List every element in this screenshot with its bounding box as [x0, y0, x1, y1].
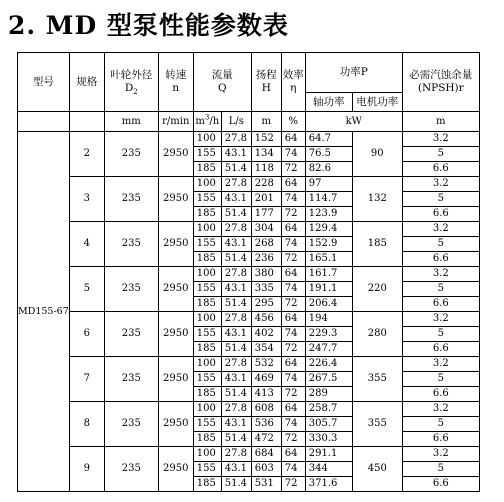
efficiency-cell: 74 — [281, 417, 305, 432]
efficiency-cell: 72 — [281, 477, 305, 492]
table-row — [18, 357, 480, 372]
speed-cell: 2950 — [158, 177, 193, 222]
npsh-cell: 6.6 — [402, 162, 479, 177]
impeller-cell: 235 — [104, 402, 158, 447]
header-npsh-symbol: (NPSH)r — [417, 82, 464, 94]
speed-cell: 2950 — [158, 447, 193, 492]
unit-head: m — [251, 112, 281, 132]
head-cell: 380 — [251, 267, 281, 282]
flow-ls-cell: 51.4 — [221, 387, 251, 402]
head-cell: 532 — [251, 357, 281, 372]
flow-m3h-cell: 100 — [193, 222, 221, 237]
head-cell: 608 — [251, 402, 281, 417]
spec-cell: 2 — [69, 132, 104, 177]
header-row — [18, 53, 480, 93]
efficiency-cell: 64 — [281, 177, 305, 192]
flow-ls-cell: 27.8 — [221, 177, 251, 192]
motor-power-cell: 132 — [352, 177, 402, 222]
flow-ls-cell: 51.4 — [221, 432, 251, 447]
npsh-cell: 6.6 — [402, 432, 479, 447]
flow-m3h-cell: 185 — [193, 387, 221, 402]
flow-m3h-cell: 155 — [193, 327, 221, 342]
flow-ls-cell: 51.4 — [221, 342, 251, 357]
spec-cell: 9 — [69, 447, 104, 492]
head-cell: 531 — [251, 477, 281, 492]
unit-efficiency: % — [281, 112, 305, 132]
npsh-cell: 3.2 — [402, 447, 479, 462]
impeller-cell: 235 — [104, 177, 158, 222]
motor-power-cell: 280 — [352, 312, 402, 357]
efficiency-cell: 72 — [281, 342, 305, 357]
npsh-cell: 3.2 — [402, 357, 479, 372]
shaft-power-cell: 344 — [305, 462, 352, 477]
head-cell: 536 — [251, 417, 281, 432]
head-cell: 268 — [251, 237, 281, 252]
efficiency-cell: 64 — [281, 357, 305, 372]
npsh-cell: 5 — [402, 462, 479, 477]
shaft-power-cell: 194 — [305, 312, 352, 327]
flow-m3h-cell: 185 — [193, 252, 221, 267]
spec-cell: 4 — [69, 222, 104, 267]
shaft-power-cell: 165.1 — [305, 252, 352, 267]
flow-ls-cell: 51.4 — [221, 477, 251, 492]
unit-flow-exponent: 3 — [204, 113, 210, 122]
efficiency-cell: 72 — [281, 252, 305, 267]
efficiency-cell: 72 — [281, 432, 305, 447]
speed-cell: 2950 — [158, 132, 193, 177]
header-head-label: 扬程 — [255, 69, 277, 81]
shaft-power-cell: 161.7 — [305, 267, 352, 282]
npsh-cell: 3.2 — [402, 222, 479, 237]
header-power: 功率P — [305, 53, 402, 93]
head-cell: 469 — [251, 372, 281, 387]
npsh-cell: 6.6 — [402, 342, 479, 357]
head-cell: 472 — [251, 432, 281, 447]
efficiency-cell: 74 — [281, 192, 305, 207]
flow-m3h-cell: 185 — [193, 162, 221, 177]
efficiency-cell: 64 — [281, 447, 305, 462]
flow-m3h-cell: 155 — [193, 192, 221, 207]
npsh-cell: 6.6 — [402, 207, 479, 222]
shaft-power-cell: 305.7 — [305, 417, 352, 432]
efficiency-cell: 74 — [281, 372, 305, 387]
motor-power-cell: 450 — [352, 447, 402, 492]
speed-cell: 2950 — [158, 267, 193, 312]
shaft-power-cell: 76.5 — [305, 147, 352, 162]
header-model: 型号 — [18, 53, 70, 112]
shaft-power-cell: 267.5 — [305, 372, 352, 387]
efficiency-cell: 74 — [281, 462, 305, 477]
head-cell: 456 — [251, 312, 281, 327]
header-efficiency-symbol: η — [290, 82, 297, 94]
header-impeller-label: 叶轮外径 — [110, 69, 153, 81]
shaft-power-cell: 191.1 — [305, 282, 352, 297]
efficiency-cell: 74 — [281, 147, 305, 162]
npsh-cell: 5 — [402, 417, 479, 432]
head-cell: 335 — [251, 282, 281, 297]
shaft-power-cell: 229.3 — [305, 327, 352, 342]
header-spec: 规格 — [69, 53, 104, 112]
flow-m3h-cell: 185 — [193, 432, 221, 447]
head-cell: 177 — [251, 207, 281, 222]
shaft-power-cell: 291.1 — [305, 447, 352, 462]
unit-flow-ls: L/s — [221, 112, 251, 132]
head-cell: 354 — [251, 342, 281, 357]
impeller-cell: 235 — [104, 267, 158, 312]
motor-power-cell: 355 — [352, 402, 402, 447]
impeller-cell: 235 — [104, 312, 158, 357]
head-cell: 118 — [251, 162, 281, 177]
efficiency-cell: 64 — [281, 402, 305, 417]
page-title: 2. MD 型泵性能参数表 — [8, 11, 289, 40]
head-cell: 684 — [251, 447, 281, 462]
shaft-power-cell: 64.7 — [305, 132, 352, 147]
head-cell: 295 — [251, 297, 281, 312]
unit-flow-m3h — [193, 112, 221, 132]
impeller-cell: 235 — [104, 357, 158, 402]
table-row — [18, 132, 480, 147]
flow-ls-cell: 27.8 — [221, 267, 251, 282]
flow-m3h-cell: 185 — [193, 207, 221, 222]
flow-ls-cell: 51.4 — [221, 252, 251, 267]
npsh-cell: 6.6 — [402, 297, 479, 312]
npsh-cell: 3.2 — [402, 402, 479, 417]
speed-cell: 2950 — [158, 402, 193, 447]
flow-m3h-cell: 100 — [193, 312, 221, 327]
flow-ls-cell: 51.4 — [221, 297, 251, 312]
head-cell: 201 — [251, 192, 281, 207]
spec-cell: 3 — [69, 177, 104, 222]
impeller-cell: 235 — [104, 447, 158, 492]
shaft-power-cell: 123.9 — [305, 207, 352, 222]
efficiency-cell: 72 — [281, 207, 305, 222]
unit-flow-m: m — [195, 115, 205, 127]
flow-ls-cell: 43.1 — [221, 327, 251, 342]
efficiency-cell: 74 — [281, 282, 305, 297]
efficiency-cell: 72 — [281, 297, 305, 312]
shaft-power-cell: 152.9 — [305, 237, 352, 252]
efficiency-cell: 64 — [281, 267, 305, 282]
header-npsh — [402, 53, 479, 112]
header-flow-label: 流量 — [211, 69, 233, 81]
table-row — [18, 312, 480, 327]
head-cell: 228 — [251, 177, 281, 192]
impeller-cell: 235 — [104, 222, 158, 267]
shaft-power-cell: 82.6 — [305, 162, 352, 177]
npsh-cell: 6.6 — [402, 252, 479, 267]
flow-ls-cell: 51.4 — [221, 162, 251, 177]
flow-m3h-cell: 185 — [193, 297, 221, 312]
header-flow — [193, 53, 251, 112]
performance-table — [17, 52, 480, 492]
motor-power-cell: 90 — [352, 132, 402, 177]
npsh-cell: 6.6 — [402, 387, 479, 402]
header-efficiency — [281, 53, 305, 112]
table-row — [18, 447, 480, 462]
unit-impeller: mm — [104, 112, 158, 132]
head-cell: 152 — [251, 132, 281, 147]
npsh-cell: 6.6 — [402, 477, 479, 492]
flow-ls-cell: 43.1 — [221, 147, 251, 162]
spec-cell: 7 — [69, 357, 104, 402]
efficiency-cell: 74 — [281, 237, 305, 252]
flow-ls-cell: 43.1 — [221, 282, 251, 297]
shaft-power-cell: 258.7 — [305, 402, 352, 417]
spec-cell: 6 — [69, 312, 104, 357]
spec-cell: 5 — [69, 267, 104, 312]
flow-m3h-cell: 155 — [193, 372, 221, 387]
efficiency-cell: 72 — [281, 387, 305, 402]
header-flow-symbol: Q — [217, 82, 227, 94]
head-cell: 402 — [251, 327, 281, 342]
motor-power-cell: 220 — [352, 267, 402, 312]
header-impeller-symbol: D — [124, 82, 134, 94]
unit-speed: r/min — [158, 112, 193, 132]
units-row — [18, 112, 480, 132]
shaft-power-cell: 289 — [305, 387, 352, 402]
npsh-cell: 5 — [402, 192, 479, 207]
head-cell: 134 — [251, 147, 281, 162]
unit-power: kW — [305, 112, 402, 132]
header-head-symbol: H — [261, 82, 271, 94]
shaft-power-cell: 330.3 — [305, 432, 352, 447]
shaft-power-cell: 247.7 — [305, 342, 352, 357]
flow-ls-cell: 43.1 — [221, 372, 251, 387]
spec-cell: 8 — [69, 402, 104, 447]
flow-m3h-cell: 100 — [193, 177, 221, 192]
shaft-power-cell: 129.4 — [305, 222, 352, 237]
npsh-cell: 3.2 — [402, 177, 479, 192]
efficiency-cell: 64 — [281, 312, 305, 327]
flow-ls-cell: 27.8 — [221, 312, 251, 327]
flow-ls-cell: 27.8 — [221, 357, 251, 372]
flow-ls-cell: 51.4 — [221, 207, 251, 222]
motor-power-cell: 355 — [352, 357, 402, 402]
npsh-cell: 5 — [402, 147, 479, 162]
flow-m3h-cell: 100 — [193, 447, 221, 462]
efficiency-cell: 72 — [281, 162, 305, 177]
unit-flow-per-hour: /h — [209, 115, 220, 127]
efficiency-cell: 64 — [281, 222, 305, 237]
table-row — [18, 177, 480, 192]
flow-m3h-cell: 155 — [193, 282, 221, 297]
header-speed-label: 转速 — [165, 69, 187, 81]
header-npsh-label: 必需汽蚀余量 — [409, 69, 473, 81]
npsh-cell: 3.2 — [402, 132, 479, 147]
table-row — [18, 222, 480, 237]
flow-m3h-cell: 155 — [193, 147, 221, 162]
flow-ls-cell: 43.1 — [221, 462, 251, 477]
npsh-cell: 3.2 — [402, 312, 479, 327]
unit-model — [18, 112, 70, 132]
flow-m3h-cell: 155 — [193, 462, 221, 477]
efficiency-cell: 74 — [281, 327, 305, 342]
unit-npsh: m — [402, 112, 479, 132]
model-cell: MD155-67 — [18, 132, 70, 492]
header-efficiency-label: 效率 — [282, 69, 304, 81]
npsh-cell: 5 — [402, 372, 479, 387]
header-motor-power: 电机功率 — [352, 93, 402, 112]
unit-spec — [69, 112, 104, 132]
npsh-cell: 5 — [402, 282, 479, 297]
shaft-power-cell: 97 — [305, 177, 352, 192]
flow-ls-cell: 27.8 — [221, 222, 251, 237]
head-cell: 413 — [251, 387, 281, 402]
shaft-power-cell: 114.7 — [305, 192, 352, 207]
flow-m3h-cell: 100 — [193, 267, 221, 282]
head-cell: 236 — [251, 252, 281, 267]
header-speed — [158, 53, 193, 112]
table-row — [18, 267, 480, 282]
flow-ls-cell: 27.8 — [221, 132, 251, 147]
motor-power-cell: 185 — [352, 222, 402, 267]
shaft-power-cell: 206.4 — [305, 297, 352, 312]
flow-m3h-cell: 185 — [193, 342, 221, 357]
head-cell: 304 — [251, 222, 281, 237]
flow-m3h-cell: 155 — [193, 237, 221, 252]
speed-cell: 2950 — [158, 312, 193, 357]
flow-ls-cell: 43.1 — [221, 192, 251, 207]
flow-m3h-cell: 100 — [193, 132, 221, 147]
header-shaft-power: 轴功率 — [305, 93, 352, 112]
header-speed-symbol: n — [172, 82, 180, 94]
npsh-cell: 5 — [402, 237, 479, 252]
flow-m3h-cell: 185 — [193, 477, 221, 492]
speed-cell: 2950 — [158, 222, 193, 267]
shaft-power-cell: 226.4 — [305, 357, 352, 372]
impeller-cell: 235 — [104, 132, 158, 177]
flow-ls-cell: 27.8 — [221, 402, 251, 417]
flow-ls-cell: 43.1 — [221, 237, 251, 252]
flow-m3h-cell: 100 — [193, 402, 221, 417]
flow-ls-cell: 27.8 — [221, 447, 251, 462]
head-cell: 603 — [251, 462, 281, 477]
table-row — [18, 402, 480, 417]
flow-m3h-cell: 155 — [193, 417, 221, 432]
header-head — [251, 53, 281, 112]
shaft-power-cell: 371.6 — [305, 477, 352, 492]
efficiency-cell: 64 — [281, 132, 305, 147]
header-impeller-subscript: 2 — [133, 88, 138, 97]
flow-ls-cell: 43.1 — [221, 417, 251, 432]
header-impeller — [104, 53, 158, 112]
speed-cell: 2950 — [158, 357, 193, 402]
npsh-cell: 3.2 — [402, 267, 479, 282]
npsh-cell: 5 — [402, 327, 479, 342]
flow-m3h-cell: 100 — [193, 357, 221, 372]
